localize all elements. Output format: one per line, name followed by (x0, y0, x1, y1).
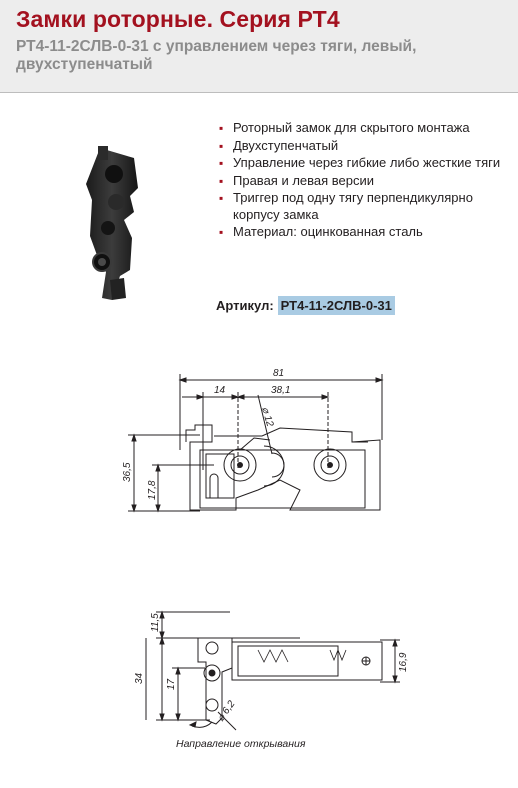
feature-item: ▪ Правая и левая версии (219, 172, 375, 188)
dim-d12: ⌀ 12 (259, 405, 276, 428)
page-title: Замки роторные. Серия РТ4 (16, 6, 340, 32)
dim-d6-2: ⌀ 6,2 (215, 698, 238, 724)
bullet-icon: ▪ (219, 225, 224, 239)
dim-81: 81 (273, 368, 285, 379)
feature-list (216, 120, 516, 242)
bullet-icon: ▪ (219, 138, 224, 153)
feature-item: ▪ Управление через гибкие либо жесткие тяги (219, 155, 501, 170)
page-subtitle: РТ4-11-2СЛВ-0-31 с управлением через тяги, левый, двухступенчатый (16, 38, 417, 73)
header-band (0, 0, 518, 93)
dim-17: 17 (166, 678, 177, 690)
dim-11-5: 11,5 (150, 613, 161, 632)
top-view (134, 612, 409, 730)
feature-item: ▪ Материал: оцинкованная сталь (219, 224, 423, 239)
dim-36-5: 36,5 (122, 462, 133, 482)
dim-17-8: 17,8 (147, 480, 158, 500)
article-code[interactable]: РТ4-11-2СЛВ-0-31 (278, 296, 395, 315)
article-line (216, 298, 395, 313)
opening-direction-caption: Направление открывания (176, 738, 306, 750)
bullet-icon: ▪ (219, 173, 224, 188)
product-photo (72, 140, 162, 310)
dim-16-9: 16,9 (398, 652, 409, 672)
feature-item: ▪ Двухступенчатый (219, 137, 339, 153)
feature-item: ▪ Роторный замок для скрытого монтажа (219, 120, 470, 135)
technical-drawing (0, 350, 518, 788)
front-view (122, 368, 382, 511)
article-label: Артикул: (216, 298, 274, 313)
bullet-icon: ▪ (219, 156, 224, 170)
dim-34: 34 (134, 672, 145, 684)
bullet-icon: ▪ (219, 121, 224, 135)
dim-38-1: 38,1 (271, 385, 291, 396)
dim-14: 14 (214, 385, 226, 396)
bullet-icon: ▪ (219, 191, 224, 205)
feature-item: ▪ Триггер под одну тягу перпендикулярно корпусу замка (219, 190, 473, 222)
